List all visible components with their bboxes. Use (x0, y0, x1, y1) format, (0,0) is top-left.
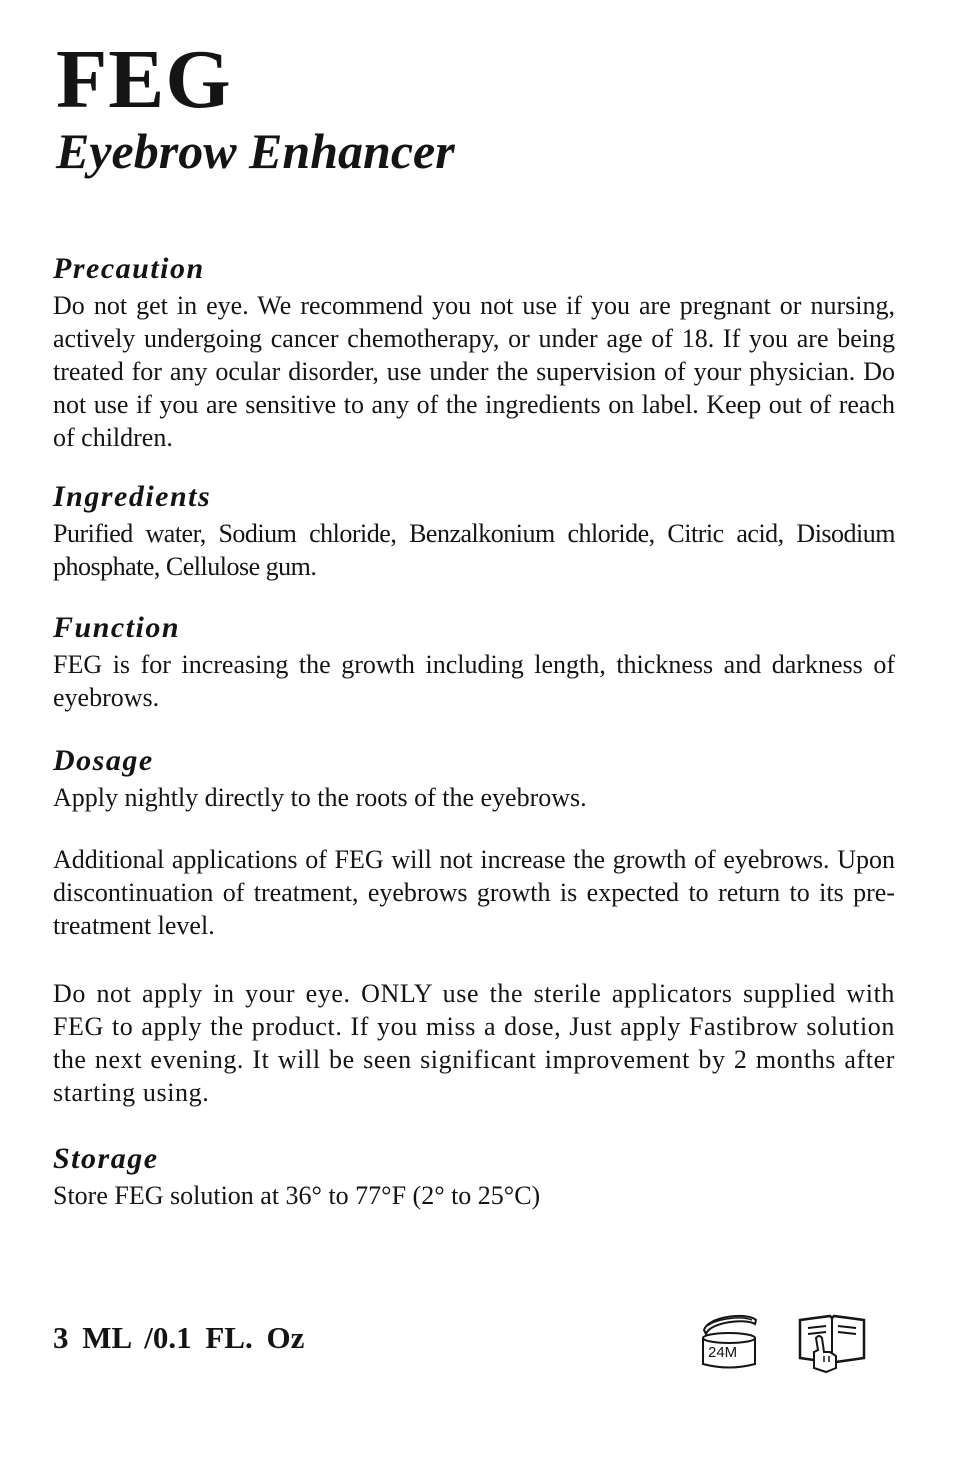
dosage-heading: Dosage (53, 744, 154, 777)
precaution-heading: Precaution (53, 252, 205, 285)
function-text: FEG is for increasing the growth including length, thickness and darkness of eyebrows. (53, 649, 895, 712)
dosage-note-application (53, 977, 895, 1109)
dosage-note-additional-text: Additional applications of FEG will not increase the growth of eyebrows. Upon discontinuation of treatment, eyebrows growth is expected to return to its pre-treatment level. (53, 845, 895, 940)
precaution-text: Do not get in eye. We recommend you not use if you are pregnant or nursing, actively undergoing cancer chemotherapy, or under age of 18. If you are being treated for any ocular disorder, use under the supervision of your physician. Do not use if you are sensitive to any of the ingredients on label. Keep out of reach of children. (53, 290, 895, 452)
read-instructions-booklet-icon (796, 1312, 868, 1376)
dosage-note-additional (53, 843, 895, 942)
open-jar-pao-icon (698, 1308, 760, 1372)
precaution-section (53, 252, 895, 454)
dosage-note-application-text: Do not apply in your eye. ONLY use the sterile applicators supplied with FEG to apply the product. If you miss a dose, Just apply Fastibrow solution the next evening. It will be seen significant improvement by 2 months after starting using. (53, 979, 895, 1107)
dosage-text: Apply nightly directly to the roots of the eyebrows. (53, 782, 587, 812)
ingredients-section (53, 480, 895, 583)
function-heading: Function (53, 611, 181, 644)
dosage-section (53, 744, 895, 814)
storage-section (53, 1142, 895, 1212)
storage-heading: Storage (53, 1142, 159, 1175)
pao-label: 24M (708, 1344, 738, 1361)
ingredients-text: Purified water, Sodium chloride, Benzalkonium chloride, Citric acid, Disodium phosphate, Cellulose gum. (53, 518, 895, 581)
volume-label: 3 ML /0.1 FL. Oz (53, 1320, 305, 1355)
ingredients-heading: Ingredients (53, 480, 212, 513)
storage-text: Store FEG solution at 36° to 77°F (2° to 25°C) (53, 1180, 541, 1210)
brand-title: FEG (56, 33, 232, 126)
product-subtitle: Eyebrow Enhancer (56, 123, 455, 179)
function-section (53, 611, 895, 714)
